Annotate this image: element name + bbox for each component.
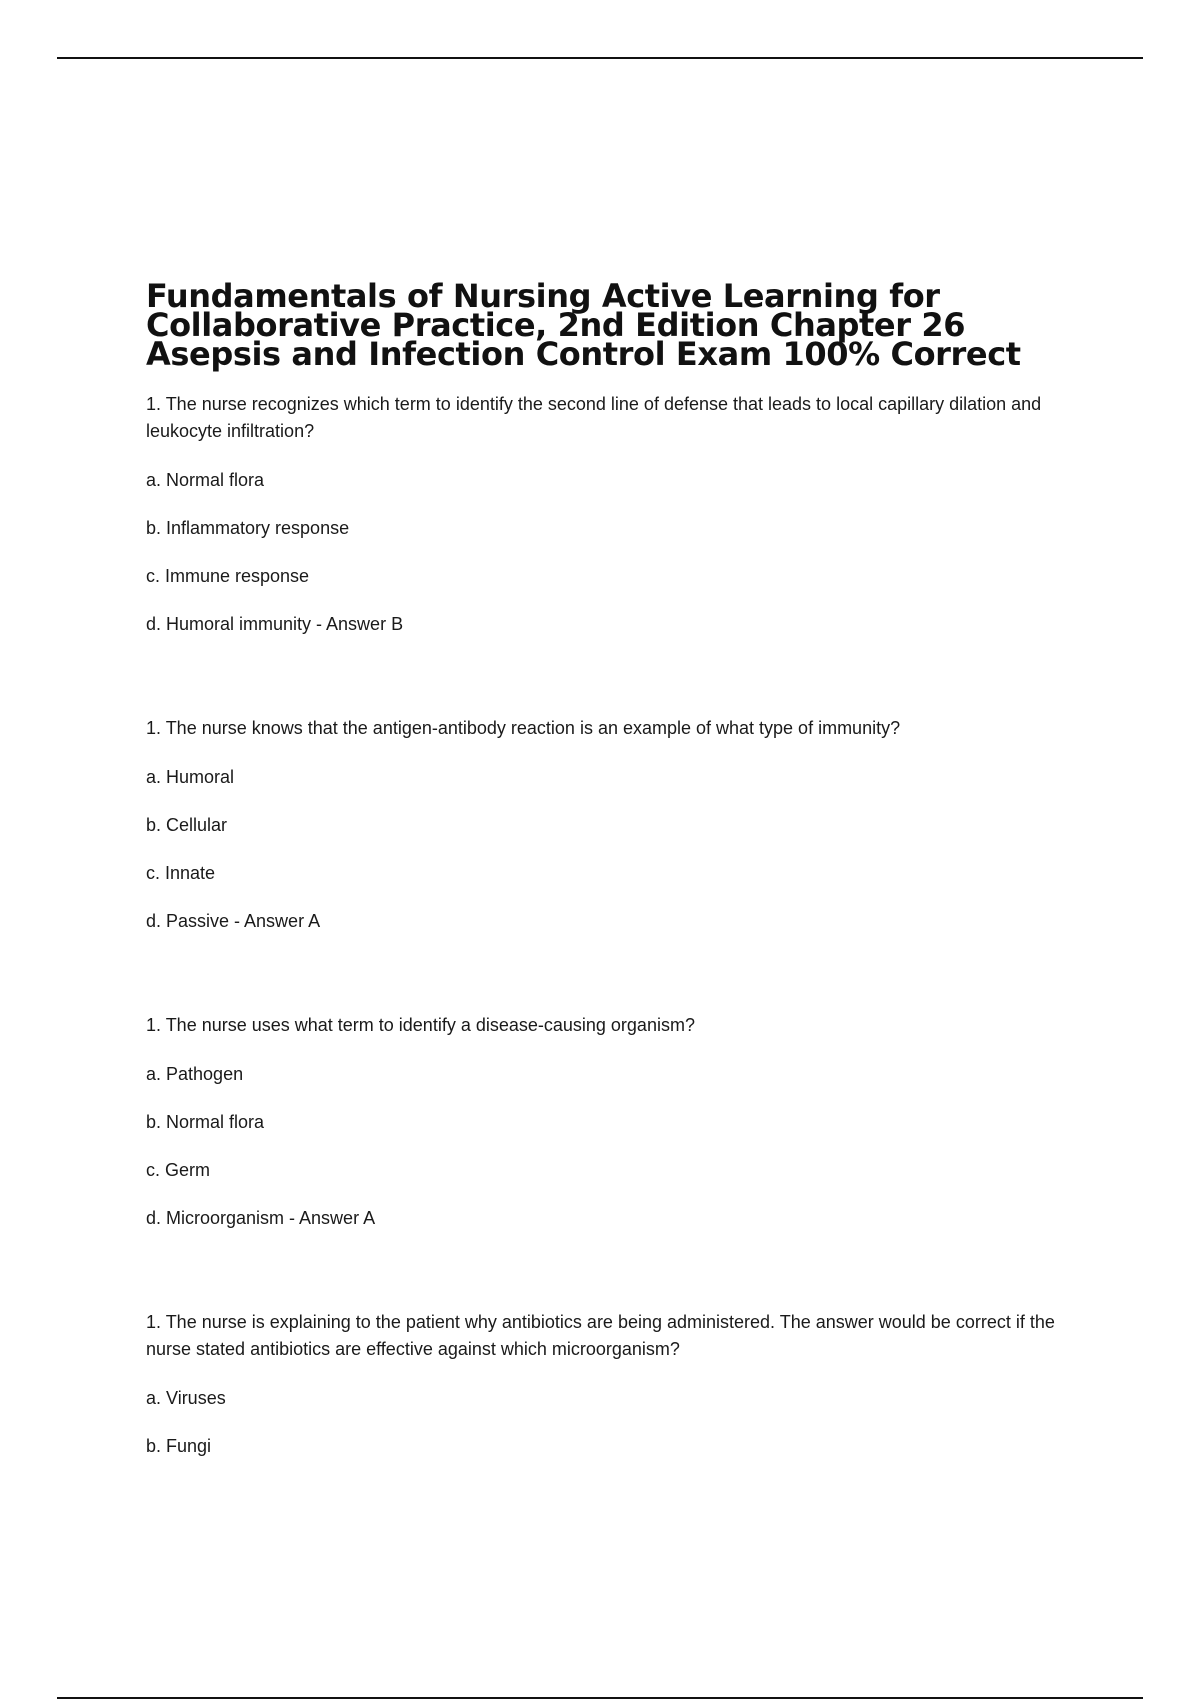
answer-option: a. Normal flora: [146, 470, 265, 490]
answer-option: a. Humoral: [146, 767, 235, 787]
document-body: [146, 277, 1076, 1490]
question-3: [146, 1012, 1076, 1232]
answer-option: c. Germ: [146, 1160, 211, 1180]
document-title: Fundamentals of Nursing Active Learning for Collaborative Practice, 2nd Edition Chapter 26 Asepsis and Infection Control Exam 100% Correct: [146, 277, 1021, 373]
answer-option: a. Viruses: [146, 1388, 226, 1408]
question-text: 1. The nurse recognizes which term to identify the second line of defense that leads to local capillary dilation and leukocyte infiltration?: [146, 394, 1042, 441]
question-spacer: [146, 965, 1076, 1012]
question-1: [146, 391, 1076, 638]
question-spacer: [146, 668, 1076, 715]
answer-option: c. Immune response: [146, 566, 310, 586]
answer-option: b. Fungi: [146, 1436, 212, 1456]
question-text: 1. The nurse uses what term to identify a disease-causing organism?: [146, 1015, 695, 1035]
answer-option: d. Passive - Answer A: [146, 911, 321, 931]
question-2: [146, 715, 1076, 935]
question-text: 1. The nurse knows that the antigen-antibody reaction is an example of what type of immunity?: [146, 718, 901, 738]
question-text: 1. The nurse is explaining to the patient why antibiotics are being administered. The answer would be correct if the nurse stated antibiotics are effective against which microorganism?: [146, 1312, 1055, 1359]
question-spacer: [146, 1262, 1076, 1309]
answer-option: d. Humoral immunity - Answer B: [146, 614, 404, 634]
answer-option: b. Cellular: [146, 815, 228, 835]
question-4: [146, 1309, 1076, 1460]
answer-option: b. Normal flora: [146, 1112, 265, 1132]
answer-option: a. Pathogen: [146, 1064, 244, 1084]
answer-option: b. Inflammatory response: [146, 518, 350, 538]
answer-option: c. Innate: [146, 863, 216, 883]
top-rule: [57, 57, 1143, 59]
answer-option: d. Microorganism - Answer A: [146, 1208, 376, 1228]
bottom-rule: [57, 1697, 1143, 1699]
